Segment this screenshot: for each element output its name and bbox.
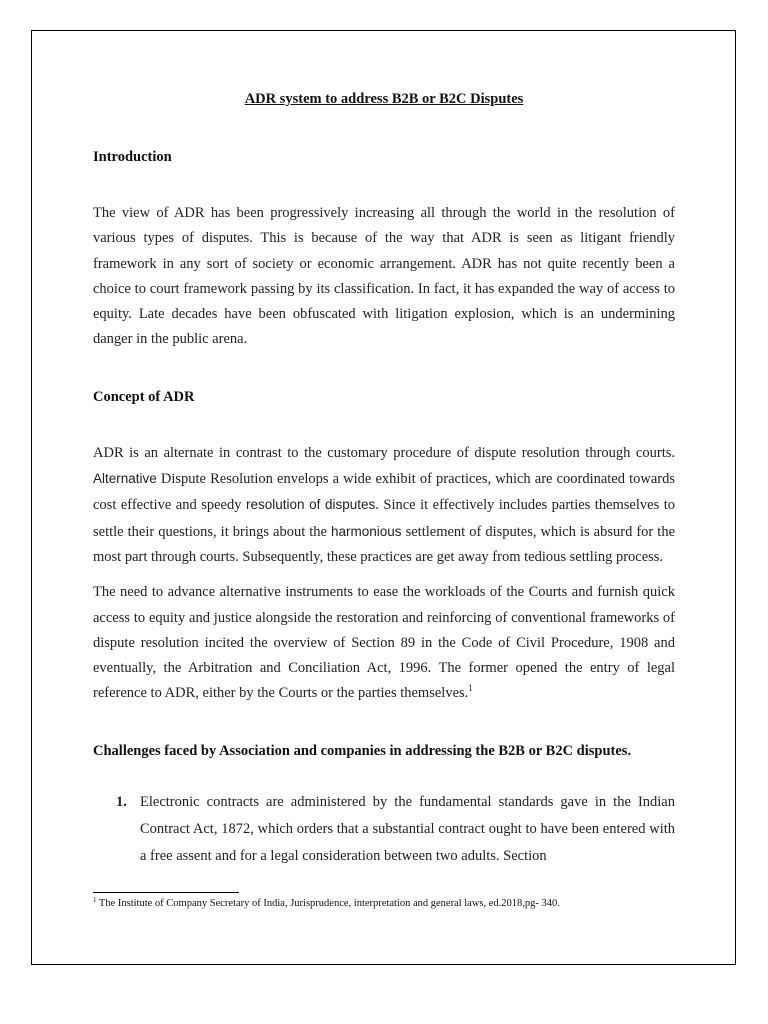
list-item-text: Electronic contracts are administered by the fundamental standards gave in the Indian Contract Act, 1872, which orders that a substantial contract ought to have been entered with a free assent and for a legal consideration between two adults. Section — [140, 793, 675, 864]
heading-introduction: Introduction — [93, 149, 172, 165]
heading-challenges: Challenges faced by Association and companies in addressing the B2B or B2C disputes. — [93, 742, 632, 759]
concept-2-text: The need to advance alternative instruments to ease the workloads of the Courts and furnish quick access to equity and justice alongside the restoration and reinforcing of conventional frameworks of dispute resolution incited the overview of Section 89 in the Code of Civil Procedure, 1908 and eventually, the Arbitration and Conciliation Act, 1996. The former opened the entry of legal reference to ADR, either by the Courts or the parties themselves. — [93, 584, 675, 702]
list-item — [93, 789, 675, 870]
term-alternative: Alternative — [93, 471, 157, 487]
document-page — [31, 30, 736, 965]
term-resolution-of-disputes: resolution of disputes — [245, 497, 376, 513]
footnote-marker: 1 — [93, 896, 97, 904]
concept-text-3: . Since it effectively includes parties themselves to settle their questions, it brings about the — [93, 497, 675, 540]
paragraph-introduction: The view of ADR has been progressively increasing all through the world in the resolution of various types of disputes. This is because of the way that ADR is seen as litigant friendly framework in any sort of society or economic arrangement. ADR has not quite recently been a choice to court framework passing by its classification. In fact, it has expanded the way of access to equity. Late decades have been obfuscated with litigation explosion, which is an undermining danger in the public arena. — [93, 205, 675, 348]
footnote-reference[interactable]: 1 — [468, 683, 473, 694]
footnote-text: The Institute of Company Secretary of India, Jurisprudence, interpretation and general laws, ed.2018,pg- 340. — [96, 898, 560, 909]
concept-text-1: ADR is an alternate in contrast to the customary procedure of dispute resolution through courts. — [93, 444, 675, 461]
term-harmonious: harmonious — [331, 523, 402, 539]
concept-text-2: Dispute Resolution envelops a wide exhibit of practices, which are coordinated towards cost effective and speedy — [93, 471, 675, 514]
heading-concept-of-adr: Concept of ADR — [93, 388, 195, 405]
concept-text-4: settlement of disputes, which is absurd for the most part through courts. Subsequently, these practices are get away from tedious settling process. — [93, 523, 675, 565]
document-body — [93, 89, 675, 870]
challenges-list — [93, 789, 675, 870]
list-item-number: 1. — [116, 793, 127, 810]
paragraph-concept-1 — [93, 441, 675, 570]
footnote — [93, 897, 693, 911]
footnote-separator — [93, 892, 239, 893]
paragraph-concept-2 — [93, 580, 675, 706]
document-title: ADR system to address B2B or B2C Disputes — [244, 91, 524, 107]
